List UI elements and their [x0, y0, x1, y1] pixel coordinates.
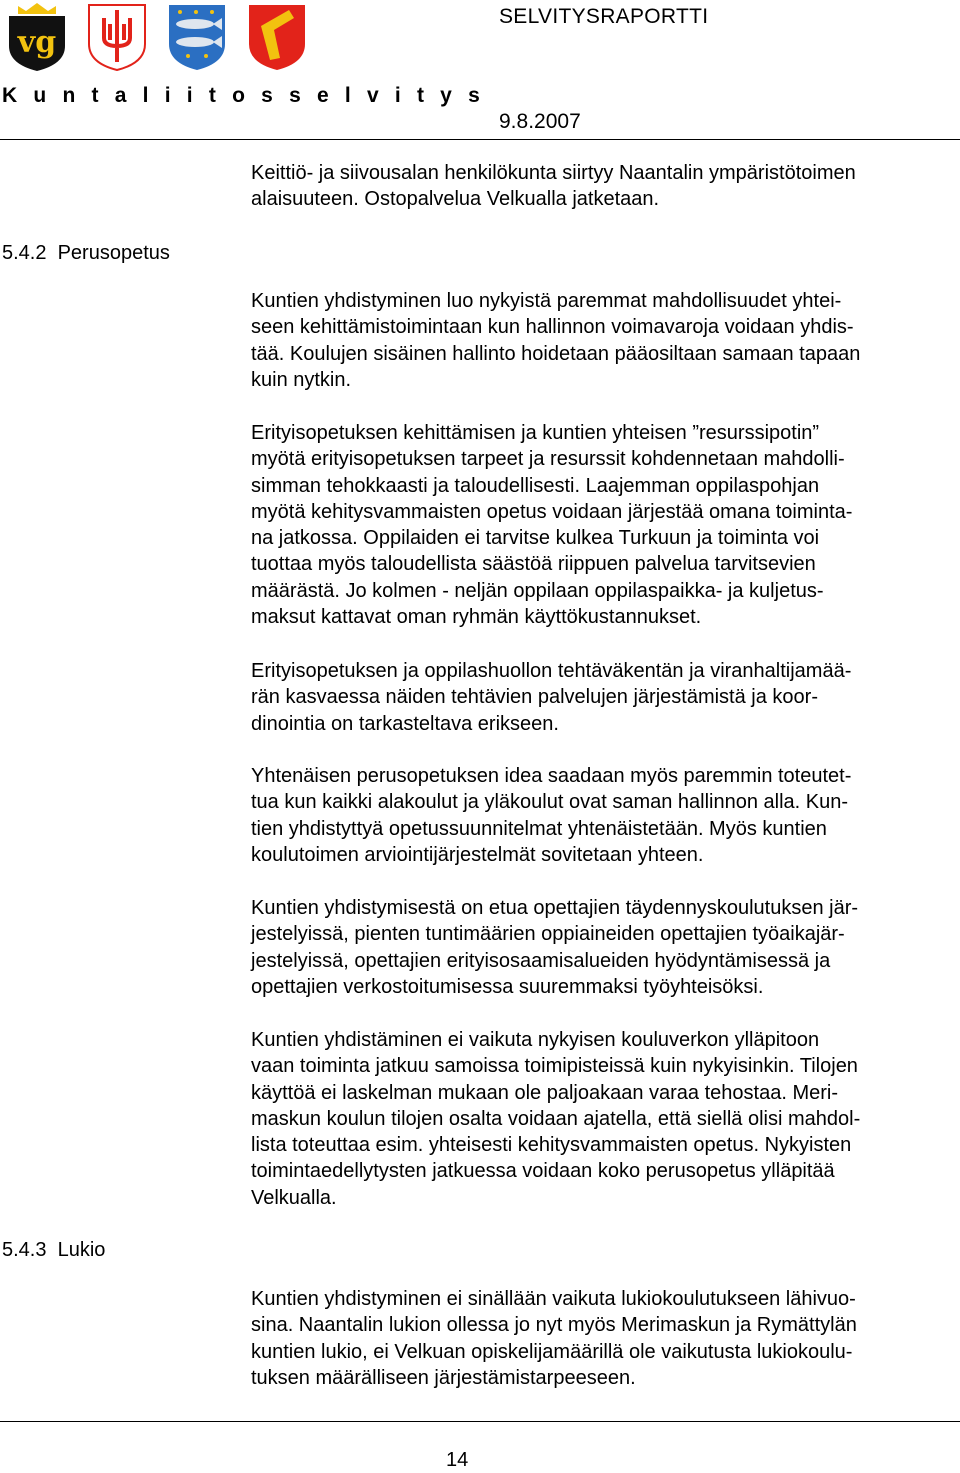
page-number: 14: [446, 1449, 469, 1471]
paragraph-development: Kuntien yhdistyminen luo nykyistä paremmat mahdollisuudet yhtei- seen kehittämistoimintaan kun hallinnon voimavaroja voidaan yhdis- tää. Koulujen sisäinen hallinto hoidetaan pääosiltaan samaan tapaan kuin nytkin.: [251, 290, 861, 391]
report-date: 9.8.2007: [499, 110, 581, 133]
paragraph-pupil-welfare: Erityisopetuksen ja oppilashuollon tehtäväkentän ja viranhaltijamää- rän kasvaessa näiden tehtävien palvelujen järjestämistä ja koor- dinointia on tarkasteltava erikseen.: [251, 660, 852, 735]
report-type: SELVITYSRAPORTTI: [499, 5, 709, 28]
crest-trident-icon: [86, 2, 148, 72]
paragraph-teacher-benefits: Kuntien yhdistymisestä on etua opettajien täydennyskoulutuksen jär- jestelyissä, pienten tuntimäärien oppiaineiden opettajien työaikajär- jestelyissä, opettajien erityisosaamisalueiden hyödyntämisessä ja opettajien verkostoitumisessa suuremmaksi työyhteisöksi.: [251, 897, 859, 998]
paragraph-special-education: Erityisopetuksen kehittämisen ja kuntien yhteisen ”resurssipotin” myötä erityisopetuksen tarpeet ja resurssit kohdennetaan mahdolli- simman tehokkaasti ja taloudellisesti. Laajemman oppilaspohjan myötä kehitysvammaisten opetus voidaan järjestää omana toiminta- na jatkossa. Oppilaiden ei tarvitse kulkea Turkuun ja toiminta voi tuottaa myös taloudellista säästöä riippuen palvelua tarvitsevien määrästä. Jo kolmen - neljän oppilaan oppilaspaikka- ja kuljetus- maksut kattavat oman ryhmän käyttökustannukset.: [251, 422, 853, 629]
header-divider: [0, 139, 960, 140]
document-title: K u n t a l i i t o s s e l v i t y s: [2, 84, 485, 107]
section-heading-lukio: 5.4.3 Lukio: [2, 1239, 106, 1261]
crest-vg-icon: [6, 2, 68, 72]
section-heading-perusopetus: 5.4.2 Perusopetus: [2, 242, 170, 264]
paragraph-school-network: Kuntien yhdistäminen ei vaikuta nykyisen kouluverkon ylläpitoon vaan toiminta jatkuu samoissa toimipisteissä kuin nykyisinkin. Tilojen käyttöä ei laskelman mukaan ole paljoakaan varaa tehostaa. Meri- maskun koulun tilojen osalta voidaan ajatella, että siellä olisi mahdol- lista toteuttaa esim. yhteisesti kehitysvammaisten opetus. Nykyisten toimintaedellytysten jatkuessa voidaan koko perusopetus ylläpitää Velkualla.: [251, 1029, 861, 1209]
svg-text:vg: vg: [17, 25, 57, 60]
crest-fish-icon: [166, 2, 228, 72]
crest-red-icon: [246, 2, 308, 72]
paragraph-kitchen-staff: Keittiö- ja siivousalan henkilökunta siirtyy Naantalin ympäristötoimen alaisuuteen. Ostopalvelua Velkualla jatketaan.: [251, 162, 856, 211]
paragraph-unified-education: Yhtenäisen perusopetuksen idea saadaan myös paremmin toteutet- tua kun kaikki alakoulut ja yläkoulut ovat saman hallinnon alla. Kun- tien yhdistyttyä opetussuunnitelmat yhtenäistetään. Myös kuntien koulutoimen arviointijärjestelmät sovitetaan yhteen.: [251, 765, 852, 866]
footer-divider: [0, 1421, 960, 1422]
paragraph-upper-secondary: Kuntien yhdistyminen ei sinällään vaikuta lukiokoulutukseen lähivuo- sina. Naantalin lukion ollessa jo nyt myös Merimaskun ja Rymättylän kuntien lukio, ei Velkuan opiskelijamäärillä ole vaikutusta lukiokoulu- tuksen määrälliseen järjestämistarpeeseen.: [251, 1288, 857, 1389]
